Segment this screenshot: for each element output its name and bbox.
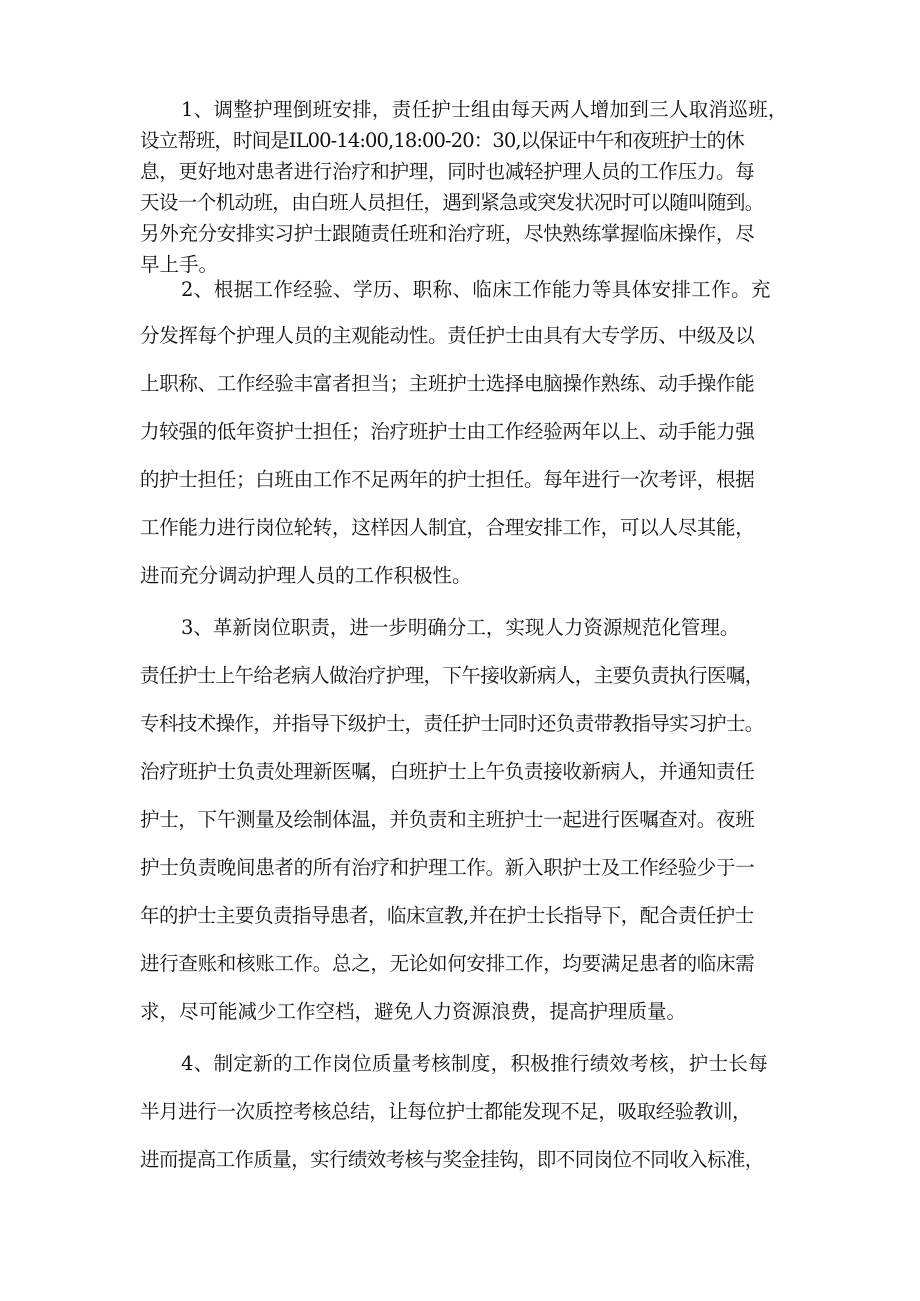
paragraph-3-line-8: 进行查账和核账工作。总之，无论如何安排工作，均要满足患者的临床需	[140, 952, 755, 975]
paragraph-1-line-5: 另外充分安排实习护士跟随责任班和治疗班，尽快熟练掌握临床操作，尽	[140, 222, 755, 245]
paragraph-2-line-6: 工作能力进行岗位轮转，这样因人制宜，合理安排工作，可以人尽其能，	[140, 516, 755, 539]
paragraph-2-line-4: 力较强的低年资护士担任；治疗班护士由工作经验两年以上、动手能力强	[140, 420, 755, 443]
paragraph-3-line-1: 3、革新岗位职责，进一步明确分工，实现人力资源规范化管理。	[181, 616, 740, 639]
paragraph-3-line-4: 治疗班护士负责处理新医嘱，白班护士上午负责接收新病人，并通知责任	[140, 760, 755, 783]
paragraph-1-line-2: 设立帮班，时间是IL00-14:00,18:00-20：30,以保证中午和夜班护士的休	[140, 129, 744, 152]
paragraph-2-line-3: 上职称、工作经验丰富者担当；主班护士选择电脑操作熟练、动手操作能	[140, 372, 755, 395]
paragraph-4-line-2: 半月进行一次质控考核总结，让每位护士都能发现不足，吸取经验教训，	[140, 1100, 752, 1123]
paragraph-3-line-6: 护士负责晚间患者的所有治疗和护理工作。新入职护士及工作经验少于一	[140, 856, 755, 879]
paragraph-2-line-7: 进而充分调动护理人员的工作积极性。	[140, 564, 472, 587]
paragraph-1-line-4: 天设一个机动班，由白班人员担任，遇到紧急或突发状况时可以随叫随到。	[140, 191, 764, 214]
paragraph-3-line-3: 专科技术操作，并指导下级护士，责任护士同时还负责带教指导实习护士。	[140, 712, 764, 735]
paragraph-4-line-1: 4、制定新的工作岗位质量考核制度，积极推行绩效考核，护士长每	[181, 1052, 768, 1075]
paragraph-2-line-2: 分发挥每个护理人员的主观能动性。责任护士由具有大专学历、中级及以	[140, 324, 755, 347]
paragraph-1-line-1: 1、调整护理倒班安排，责任护士组由每天两人增加到三人取消巡班，	[181, 98, 788, 121]
paragraph-2-line-1: 2、根据工作经验、学历、职称、临床工作能力等具体安排工作。充	[181, 278, 771, 301]
paragraph-3-line-5: 护士，下午测量及绘制体温，并负责和主班护士一起进行医嘱查对。夜班	[140, 808, 755, 831]
paragraph-1-line-3: 息，更好地对患者进行治疗和护理，同时也减轻护理人员的工作压力。每	[140, 160, 755, 183]
paragraph-3-line-2: 责任护士上午给老病人做治疗护理，下午接收新病人，主要负责执行医嘱，	[140, 664, 764, 687]
paragraph-2-line-5: 的护士担任；白班由工作不足两年的护士担任。每年进行一次考评，根据	[140, 468, 755, 491]
paragraph-1-line-6: 早上手。	[140, 253, 219, 276]
paragraph-3-line-9: 求，尽可能减少工作空档，避免人力资源浪费，提高护理质量。	[140, 1000, 687, 1023]
paragraph-4-line-3: 进而提高工作质量，实行绩效考核与奖金挂钩，即不同岗位不同收入标准，	[140, 1148, 764, 1171]
paragraph-3-line-7: 年的护士主要负责指导患者，临床宣教,并在护士长指导下，配合责任护士	[140, 904, 754, 927]
